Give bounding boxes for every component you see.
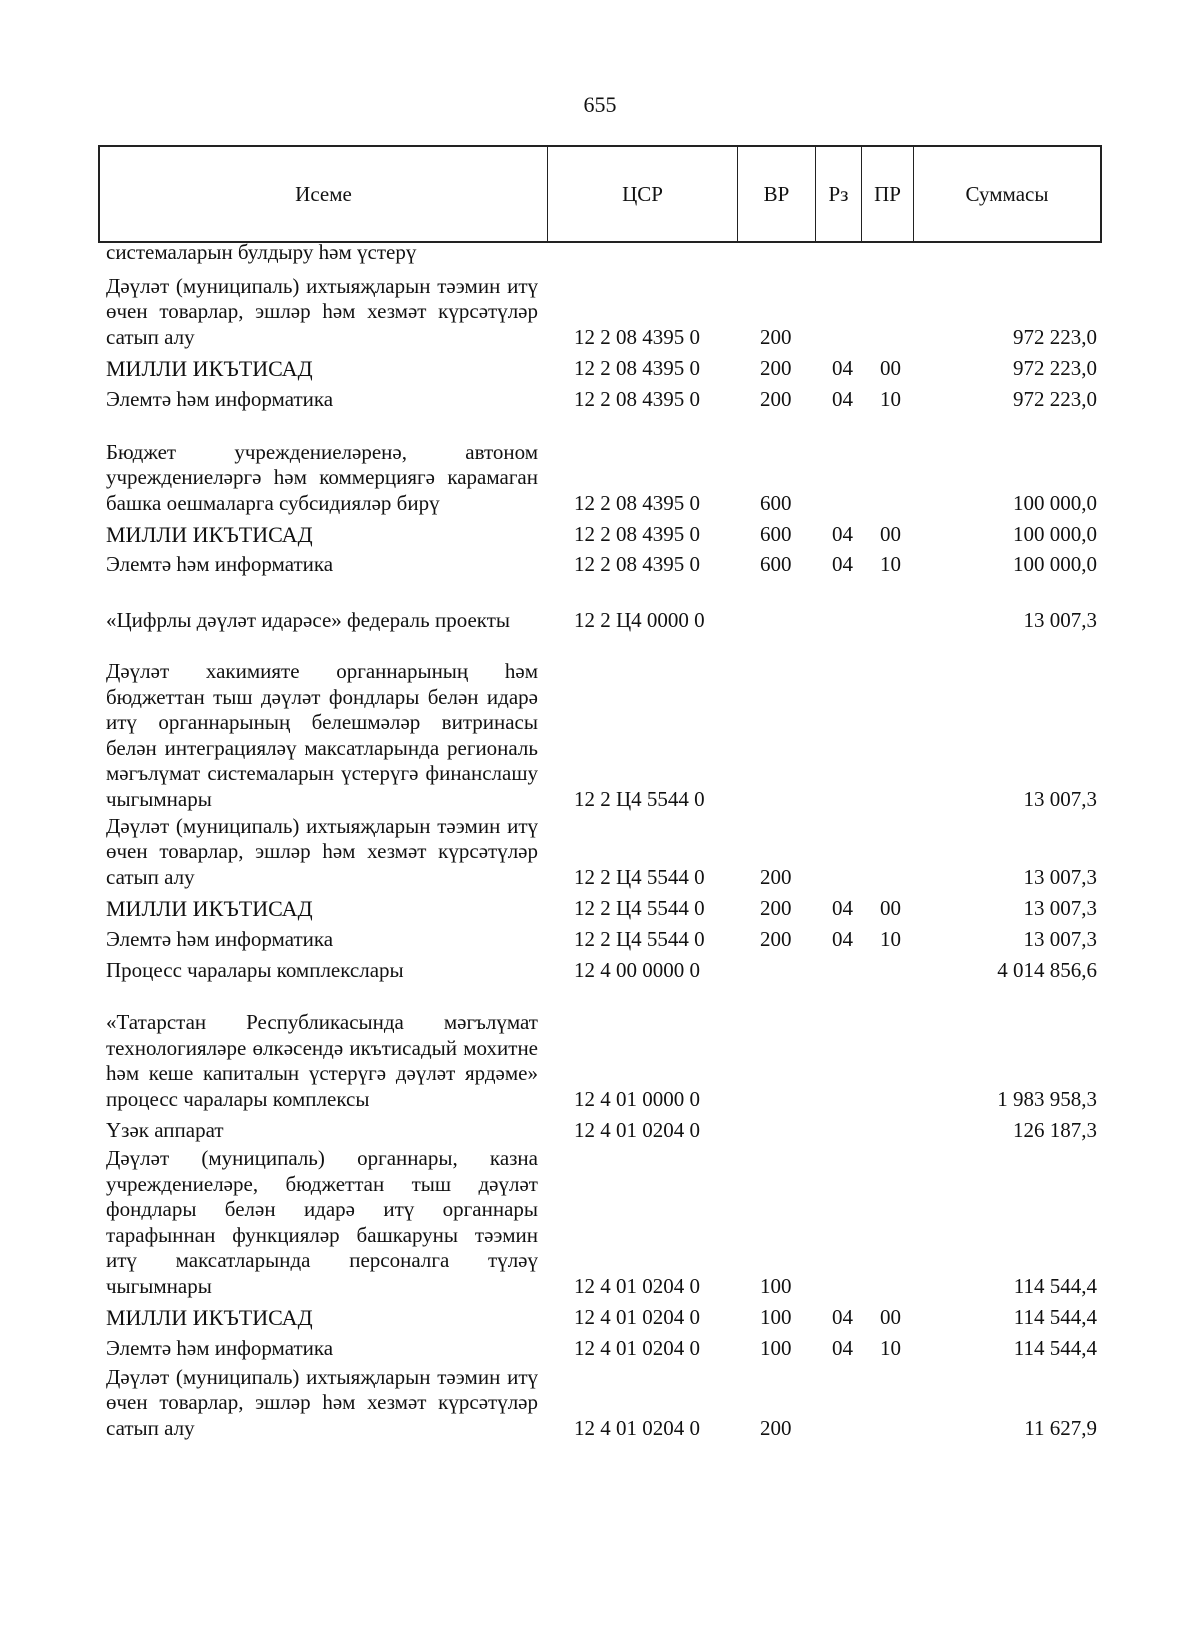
- row-vr: 100: [760, 1335, 792, 1360]
- row-pr: 00: [880, 355, 901, 380]
- row-csr: 12 4 01 0204 0: [574, 1415, 700, 1440]
- row-vr: 100: [760, 1273, 792, 1298]
- row-name: Процесс чаралары комплекслары: [106, 957, 404, 982]
- row-pr: 10: [880, 1335, 901, 1360]
- row-sum: 13 007,3: [1023, 607, 1097, 632]
- row-name: МИЛЛИ ИКЪТИСАД: [106, 1304, 313, 1330]
- row-csr: 12 2 Ц4 5544 0: [574, 864, 705, 889]
- row-name: Дәүләт (муниципаль) ихтыяҗларын тәэмин итү өчен товарлар, эшләр һәм хезмәт күрсәтүләр сатып алу: [106, 1364, 538, 1440]
- row-rz: 04: [832, 926, 853, 951]
- row-sum: 126 187,3: [1013, 1117, 1097, 1142]
- header-name: Исеме: [100, 147, 548, 241]
- row-csr: 12 2 Ц4 0000 0: [574, 607, 705, 632]
- row-vr: 100: [760, 1304, 792, 1329]
- row-sum: 972 223,0: [1013, 324, 1097, 349]
- row-vr: 200: [760, 355, 792, 380]
- row-csr: 12 2 08 4395 0: [574, 386, 700, 411]
- row-sum: 1 983 958,3: [997, 1086, 1097, 1111]
- row-name: МИЛЛИ ИКЪТИСАД: [106, 895, 313, 921]
- row-sum: 100 000,0: [1013, 551, 1097, 576]
- row-csr: 12 2 08 4395 0: [574, 551, 700, 576]
- row-sum: 13 007,3: [1023, 864, 1097, 889]
- row-vr: 600: [760, 521, 792, 546]
- row-name: Бюджет учреждениеләренә, автоном учреждениеләргә һәм коммерциягә карамаган башка оешмаларга субсидияләр бирү: [106, 439, 538, 515]
- row-pr: 10: [880, 926, 901, 951]
- row-csr: 12 2 08 4395 0: [574, 521, 700, 546]
- row-sum: 100 000,0: [1013, 521, 1097, 546]
- row-name: Дәүләт (муниципаль) ихтыяҗларын тәэмин итү өчен товарлар, эшләр һәм хезмәт күрсәтүләр сатып алу: [106, 813, 538, 889]
- row-csr: 12 2 Ц4 5544 0: [574, 895, 705, 920]
- row-name: Дәүләт (муниципаль) органнары, казна учреждениеләре, бюджеттан тыш дәүләт фондлары белән идарә итү органнары тарафыннан функцияләр башкаруны тәэмин итү максатларында персоналга түләү чыгымнары: [106, 1146, 538, 1298]
- row-name: Элемтә һәм информатика: [106, 551, 334, 576]
- row-name: «Цифрлы дәүләт идарәсе» федераль проекты: [106, 607, 511, 632]
- row-vr: 600: [760, 490, 792, 515]
- row-sum: 11 627,9: [1024, 1415, 1097, 1440]
- row-rz: 04: [832, 1335, 853, 1360]
- row-rz: 04: [832, 895, 853, 920]
- row-sum: 114 544,4: [1013, 1335, 1097, 1360]
- row-sum: 972 223,0: [1013, 355, 1097, 380]
- row-csr: 12 2 Ц4 5544 0: [574, 926, 705, 951]
- row-pr: 00: [880, 1304, 901, 1329]
- row-sum: 114 544,4: [1013, 1273, 1097, 1298]
- row-sum: 13 007,3: [1023, 895, 1097, 920]
- row-sum: 13 007,3: [1023, 926, 1097, 951]
- row-csr: 12 4 01 0204 0: [574, 1273, 700, 1298]
- row-rz: 04: [832, 521, 853, 546]
- row-name: Элемтә һәм информатика: [106, 926, 334, 951]
- row-sum: 4 014 856,6: [997, 957, 1097, 982]
- row-vr: 200: [760, 895, 792, 920]
- header-sum: Суммасы: [965, 181, 1049, 206]
- row-name: МИЛЛИ ИКЪТИСАД: [106, 355, 313, 381]
- row-name: «Татарстан Республикасында мәгълүмат технологияләре өлкәсендә икътисадый мохитне һәм кеше капиталын үстерүгә дәүләт ярдәме» процесс чаралары комплексы: [106, 1010, 538, 1111]
- row-name: Дәүләт хакимияте органнарының һәм бюджеттан тыш дәүләт фондлары белән идарә итү органнарының белешмәләр витринасы белән интеграцияләү максатларында региональ мәгълүмат системаларын үстерүгә финанслашу чыгымнары: [106, 659, 538, 811]
- row-pr: 00: [880, 521, 901, 546]
- row-vr: 200: [760, 926, 792, 951]
- row-rz: 04: [832, 1304, 853, 1329]
- row-sum: 972 223,0: [1013, 386, 1097, 411]
- header-rz: Рз: [816, 147, 862, 241]
- row-vr: 200: [760, 1415, 792, 1440]
- row-name: Үзәк аппарат: [106, 1117, 224, 1142]
- row-rz: 04: [832, 355, 853, 380]
- header-pr: ПР: [862, 147, 914, 241]
- page-number: 655: [583, 92, 617, 117]
- row-vr: 600: [760, 551, 792, 576]
- row-vr: 200: [760, 386, 792, 411]
- row-pr: 00: [880, 895, 901, 920]
- row-pr: 10: [880, 551, 901, 576]
- row-sum: 114 544,4: [1013, 1304, 1097, 1329]
- row-csr: 12 4 01 0204 0: [574, 1335, 700, 1360]
- row-name: МИЛЛИ ИКЪТИСАД: [106, 521, 313, 547]
- row-name: Дәүләт (муниципаль) ихтыяҗларын тәэмин итү өчен товарлар, эшләр һәм хезмәт күрсәтүләр сатып алу: [106, 273, 538, 349]
- row-rz: 04: [832, 551, 853, 576]
- row-sum: 13 007,3: [1023, 786, 1097, 811]
- row-sum: 100 000,0: [1013, 490, 1097, 515]
- row-vr: 200: [760, 864, 792, 889]
- row-csr: 12 2 08 4395 0: [574, 355, 700, 380]
- row-csr: 12 2 Ц4 5544 0: [574, 786, 705, 811]
- row-csr: 12 2 08 4395 0: [574, 490, 700, 515]
- row-csr: 12 4 01 0204 0: [574, 1117, 700, 1142]
- header-vr: ВР: [738, 147, 816, 241]
- row-name: Элемтә һәм информатика: [106, 386, 334, 411]
- row-rz: 04: [832, 386, 853, 411]
- row-csr: 12 2 08 4395 0: [574, 324, 700, 349]
- row-name: системаларын булдыру һәм үстерү: [106, 239, 417, 264]
- row-name: Элемтә һәм информатика: [106, 1335, 334, 1360]
- row-csr: 12 4 00 0000 0: [574, 957, 700, 982]
- row-vr: 200: [760, 324, 792, 349]
- header-csr: ЦСР: [548, 147, 738, 241]
- row-csr: 12 4 01 0000 0: [574, 1086, 700, 1111]
- row-csr: 12 4 01 0204 0: [574, 1304, 700, 1329]
- row-pr: 10: [880, 386, 901, 411]
